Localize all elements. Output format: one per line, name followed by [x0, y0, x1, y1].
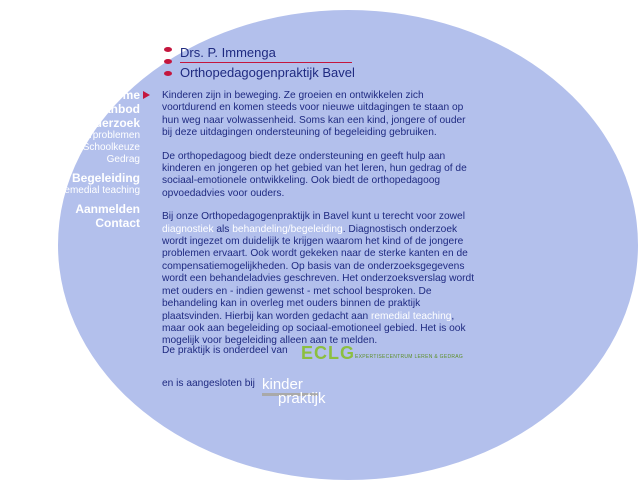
services-text: , maar ook aan begeleiding op sociaal-emotioneel gebied. Het is ook mogelijk voor begeleiding alleen aan te melden.: [162, 310, 466, 347]
nav-aanbod[interactable]: Aanbod: [95, 102, 140, 116]
nav-remedial-teaching[interactable]: Remedial teaching: [57, 185, 140, 196]
practice-name: Orthopedagogenpraktijk Bavel: [180, 65, 355, 80]
orthopedagoog-paragraph: De orthopedagoog biedt deze ondersteuning en geeft hulp aan kinderen en jongeren op het gebied van het leren, hun gedrag of de sociaal-emotionele ontwikkeling. Ook biedt de orthopedagoog opvoedadvies voor ouders.: [162, 150, 467, 199]
eclg-logo-tagline: EXPERTISECENTRUM LEREN & GEDRAG: [355, 354, 464, 360]
nav-onderzoek[interactable]: Onderzoek: [77, 116, 140, 130]
nav-begeleiding[interactable]: Begeleiding: [71, 171, 140, 185]
logo-dots: [164, 47, 172, 77]
nav-contact[interactable]: Contact: [95, 216, 140, 230]
main-nav: [57, 88, 140, 230]
services-text: als: [213, 223, 233, 235]
kinderpraktijk-affiliation-text: en is aangesloten bij: [162, 378, 255, 389]
logo-dot: [164, 71, 172, 76]
services-paragraph: [162, 211, 476, 347]
nav-aanmelden[interactable]: Aanmelden: [75, 202, 140, 216]
logo-dot: [164, 47, 172, 52]
eclg-affiliation-text: De praktijk is onderdeel van: [162, 345, 288, 356]
main-content: [162, 90, 476, 359]
link-remedial-teaching[interactable]: remedial teaching: [370, 310, 452, 322]
practitioner-name: Drs. P. Immenga: [180, 45, 276, 60]
kinderpraktijk-logo-word1: kinder: [262, 376, 303, 393]
kinderpraktijk-logo[interactable]: [262, 376, 362, 412]
link-behandeling-begeleiding[interactable]: behandeling/begeleiding: [232, 223, 343, 235]
nav-home[interactable]: Home: [106, 88, 140, 102]
nav-leerproblemen[interactable]: Leerproblemen: [72, 130, 140, 141]
link-diagnostiek[interactable]: diagnostiek: [162, 223, 214, 235]
nav-gedrag[interactable]: Gedrag: [106, 154, 140, 165]
header-divider: [180, 62, 352, 63]
services-text: Bij onze Orthopedagogenpraktijk in Bavel kunt u terecht voor zowel: [162, 211, 465, 223]
services-text: . Diagnostisch onderzoek wordt ingezet om duidelijk te krijgen waarom het kind of de jongere problemen ervaart. Ook wordt gekeken naar de sterke kanten en de compensatiemogelijkheden. Op basis van de onderzoeksgegevens wordt een behandeladvies geschreven. Het onderzoeksverslag wordt met ouders en - indien gewenst - met school besproken. De behandeling kan in overleg met ouders binnen de praktijk plaatsvinden. Hierbij kan worden gedacht aan: [162, 223, 475, 322]
nav-schoolkeuze[interactable]: Schoolkeuze: [82, 142, 140, 153]
eclg-logo-letters: ECLG: [301, 343, 356, 363]
intro-paragraph: Kinderen zijn in beweging. Ze groeien en ontwikkelen zich voortdurend en komen steeds voor nieuwe uitdagingen te staan op hun weg naar volwassenheid. Soms kan een kind, jongere of ouder bij deze uitdagingen ondersteuning of begeleiding gebruiken.: [162, 90, 466, 139]
kinderpraktijk-logo-word2: praktijk: [278, 390, 326, 407]
logo-dot: [164, 59, 172, 64]
active-nav-arrow-icon: [143, 91, 150, 99]
eclg-logo[interactable]: [295, 343, 485, 369]
